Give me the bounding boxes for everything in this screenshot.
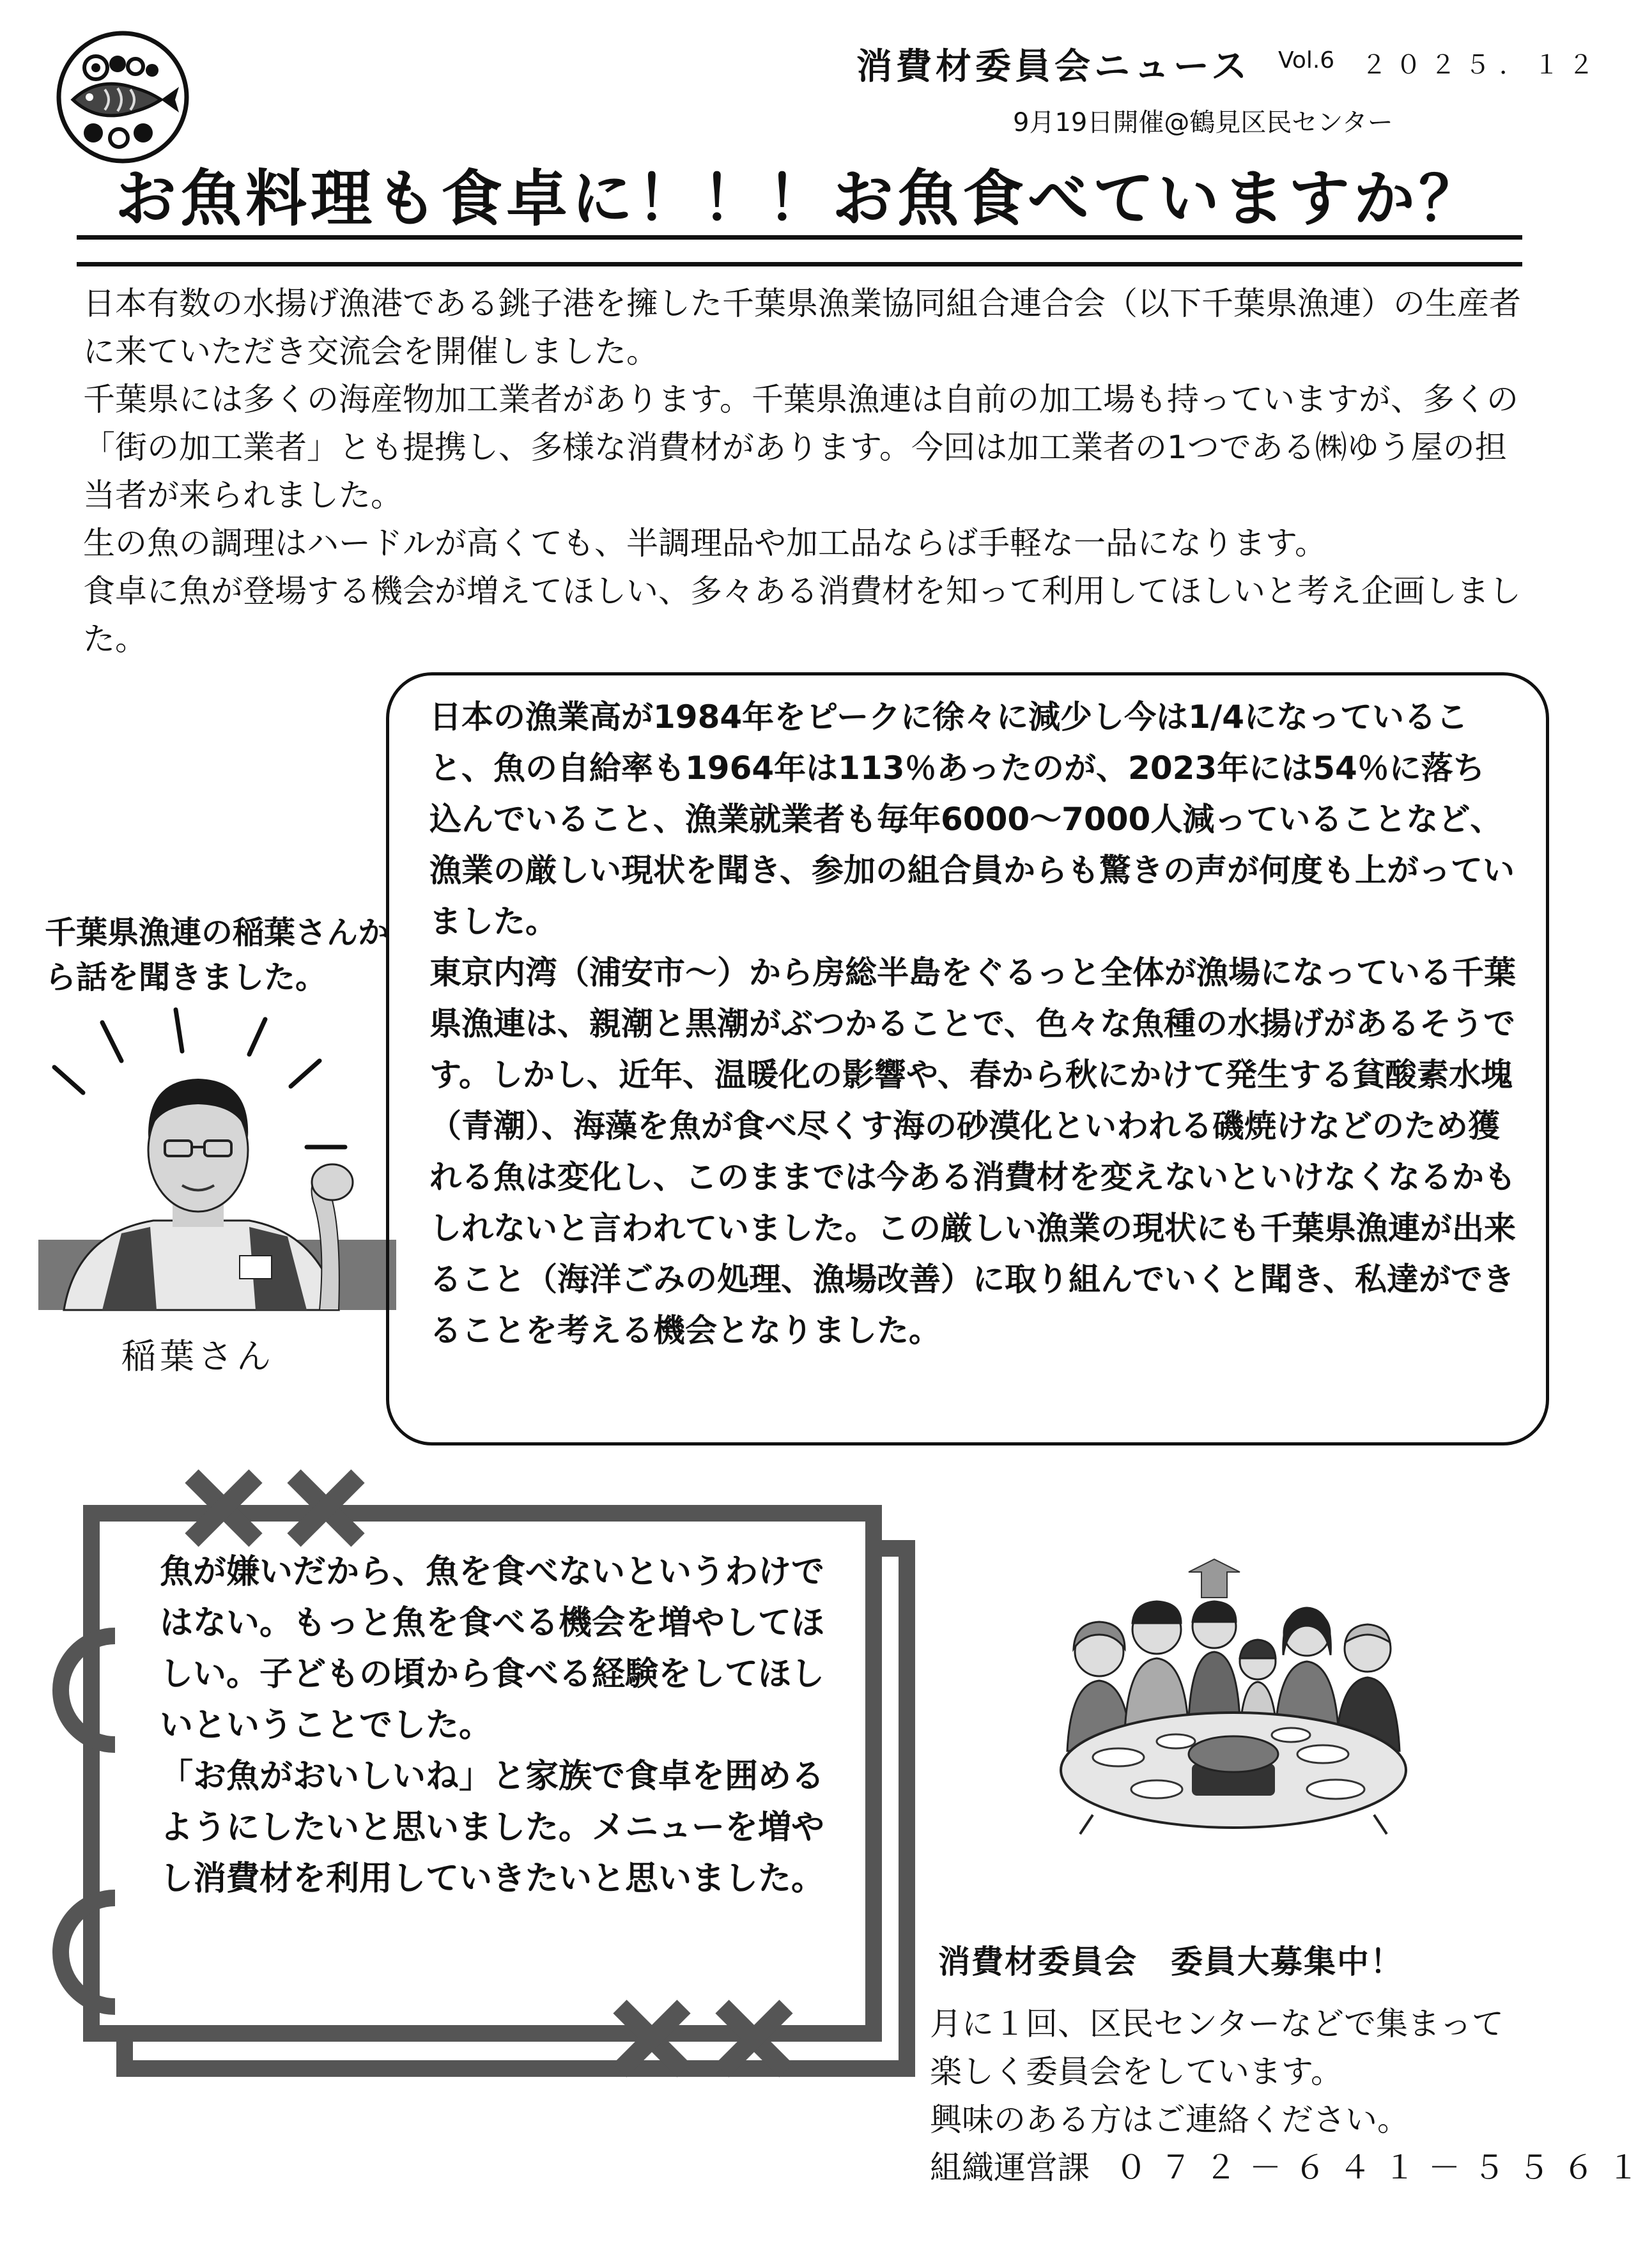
headline-rule-bottom — [77, 262, 1522, 266]
recruit-body — [930, 2000, 1652, 2192]
contact-phone[interactable]: ０７２－６４１－５５６１ — [1115, 2149, 1652, 2186]
talk-paragraph: 東京内湾（浦安市～）から房総半島をぐるっと全体が漁場になっている千葉県漁連は、親潮と黒潮がぶつかることで、色々な魚種の水揚げがあるそうです。しかし、近年、温暖化の影響や、春から秋にかけて発生する貧酸素水塊（青潮）、海藻を魚が食べ尽くす海の砂漠化といわれる磯焼けなどのため獲れる魚は変化し、このままでは今ある消費材を変えないといけなくなるかもしれないと言われていました。この厳しい漁業の現状にも千葉県漁連が出来ること（海洋ごみの処理、漁場改善）に取り組んでいくと聞き、私達ができることを考える機会となりました。 — [429, 954, 1516, 1349]
speaker-photo — [38, 1010, 396, 1310]
headline-rule-top — [77, 235, 1522, 240]
intro-text — [83, 280, 1534, 663]
recruit-line: 楽しく委員会をしています。 — [930, 2053, 1343, 2090]
contact-department: 組織運営課 — [930, 2149, 1090, 2186]
newsletter-volume: Vol.6 — [1278, 47, 1335, 73]
intro-paragraph: 千葉県には多くの海産物加工業者があります。千葉県漁連は自前の加工場も持っていますが、多くの「街の加工業者」とも提携し、多様な消費材があります。今回は加工業者の1つである㈱ゆう屋の担当者が来られました。 — [83, 381, 1518, 514]
speaker-caption: 千葉県漁連の稲葉さんから話を聞きました。 — [45, 914, 390, 996]
intro-paragraph: 食卓に魚が登場する機会が増えてほしい、多々ある消費材を知って利用してほしいと考え企画しました。 — [83, 573, 1521, 658]
recruit-line: 興味のある方はご連絡ください。 — [930, 2101, 1409, 2138]
family-dinner-illustration — [1054, 1559, 1412, 1834]
speaker-name: 稲葉さん — [121, 1336, 275, 1376]
recruit-line: 月に１回、区民センターなどで集まって — [930, 2005, 1504, 2042]
newsletter-date: ２０２５．１２ — [1361, 50, 1603, 80]
contact-line — [930, 2144, 1652, 2192]
message-paragraph: 「お魚がおいしいね」と家族で食卓を囲めるようにしたいと思いました。メニューを増やし消費材を利用していきたいと思いました。 — [160, 1757, 825, 1898]
headline: お魚料理も食卓に！！！お魚食べていますか？ — [115, 163, 1484, 235]
message-paragraph: 魚が嫌いだから、魚を食べないというわけではない。もっと魚を食べる機会を増やしてほしい。子どもの頃から食べる経験をしてほしいということでした。 — [160, 1553, 825, 1745]
message-text — [160, 1546, 837, 1904]
fish-vegetables-logo-icon — [54, 28, 192, 166]
intro-paragraph: 日本有数の水揚げ漁港である銚子港を擁した千葉県漁業協同組合連合会（以下千葉県漁連）の生産者に来ていただき交流会を開催しました。 — [83, 285, 1521, 370]
newsletter-name: 消費材委員会ニュース — [856, 46, 1251, 88]
recruit-title: 消費材委員会 委員大募集中！ — [938, 1943, 1403, 1980]
talk-text — [429, 691, 1516, 1356]
event-info: 9月19日開催@鶴見区民センター — [1013, 108, 1393, 137]
talk-paragraph: 日本の漁業高が1984年をピークに徐々に減少し今は1/4になっていること、魚の自給率も1964年は113％あったのが、2023年には54％に落ち込んでいること、漁業就業者も毎年6000～7000人減っていることなど、漁業の厳しい現状を聞き、参加の組合員からも驚きの声が何度も上がっていました。 — [429, 698, 1515, 940]
intro-paragraph: 生の魚の調理はハードルが高くても、半調理品や加工品ならば手軽な一品になります。 — [83, 525, 1327, 562]
